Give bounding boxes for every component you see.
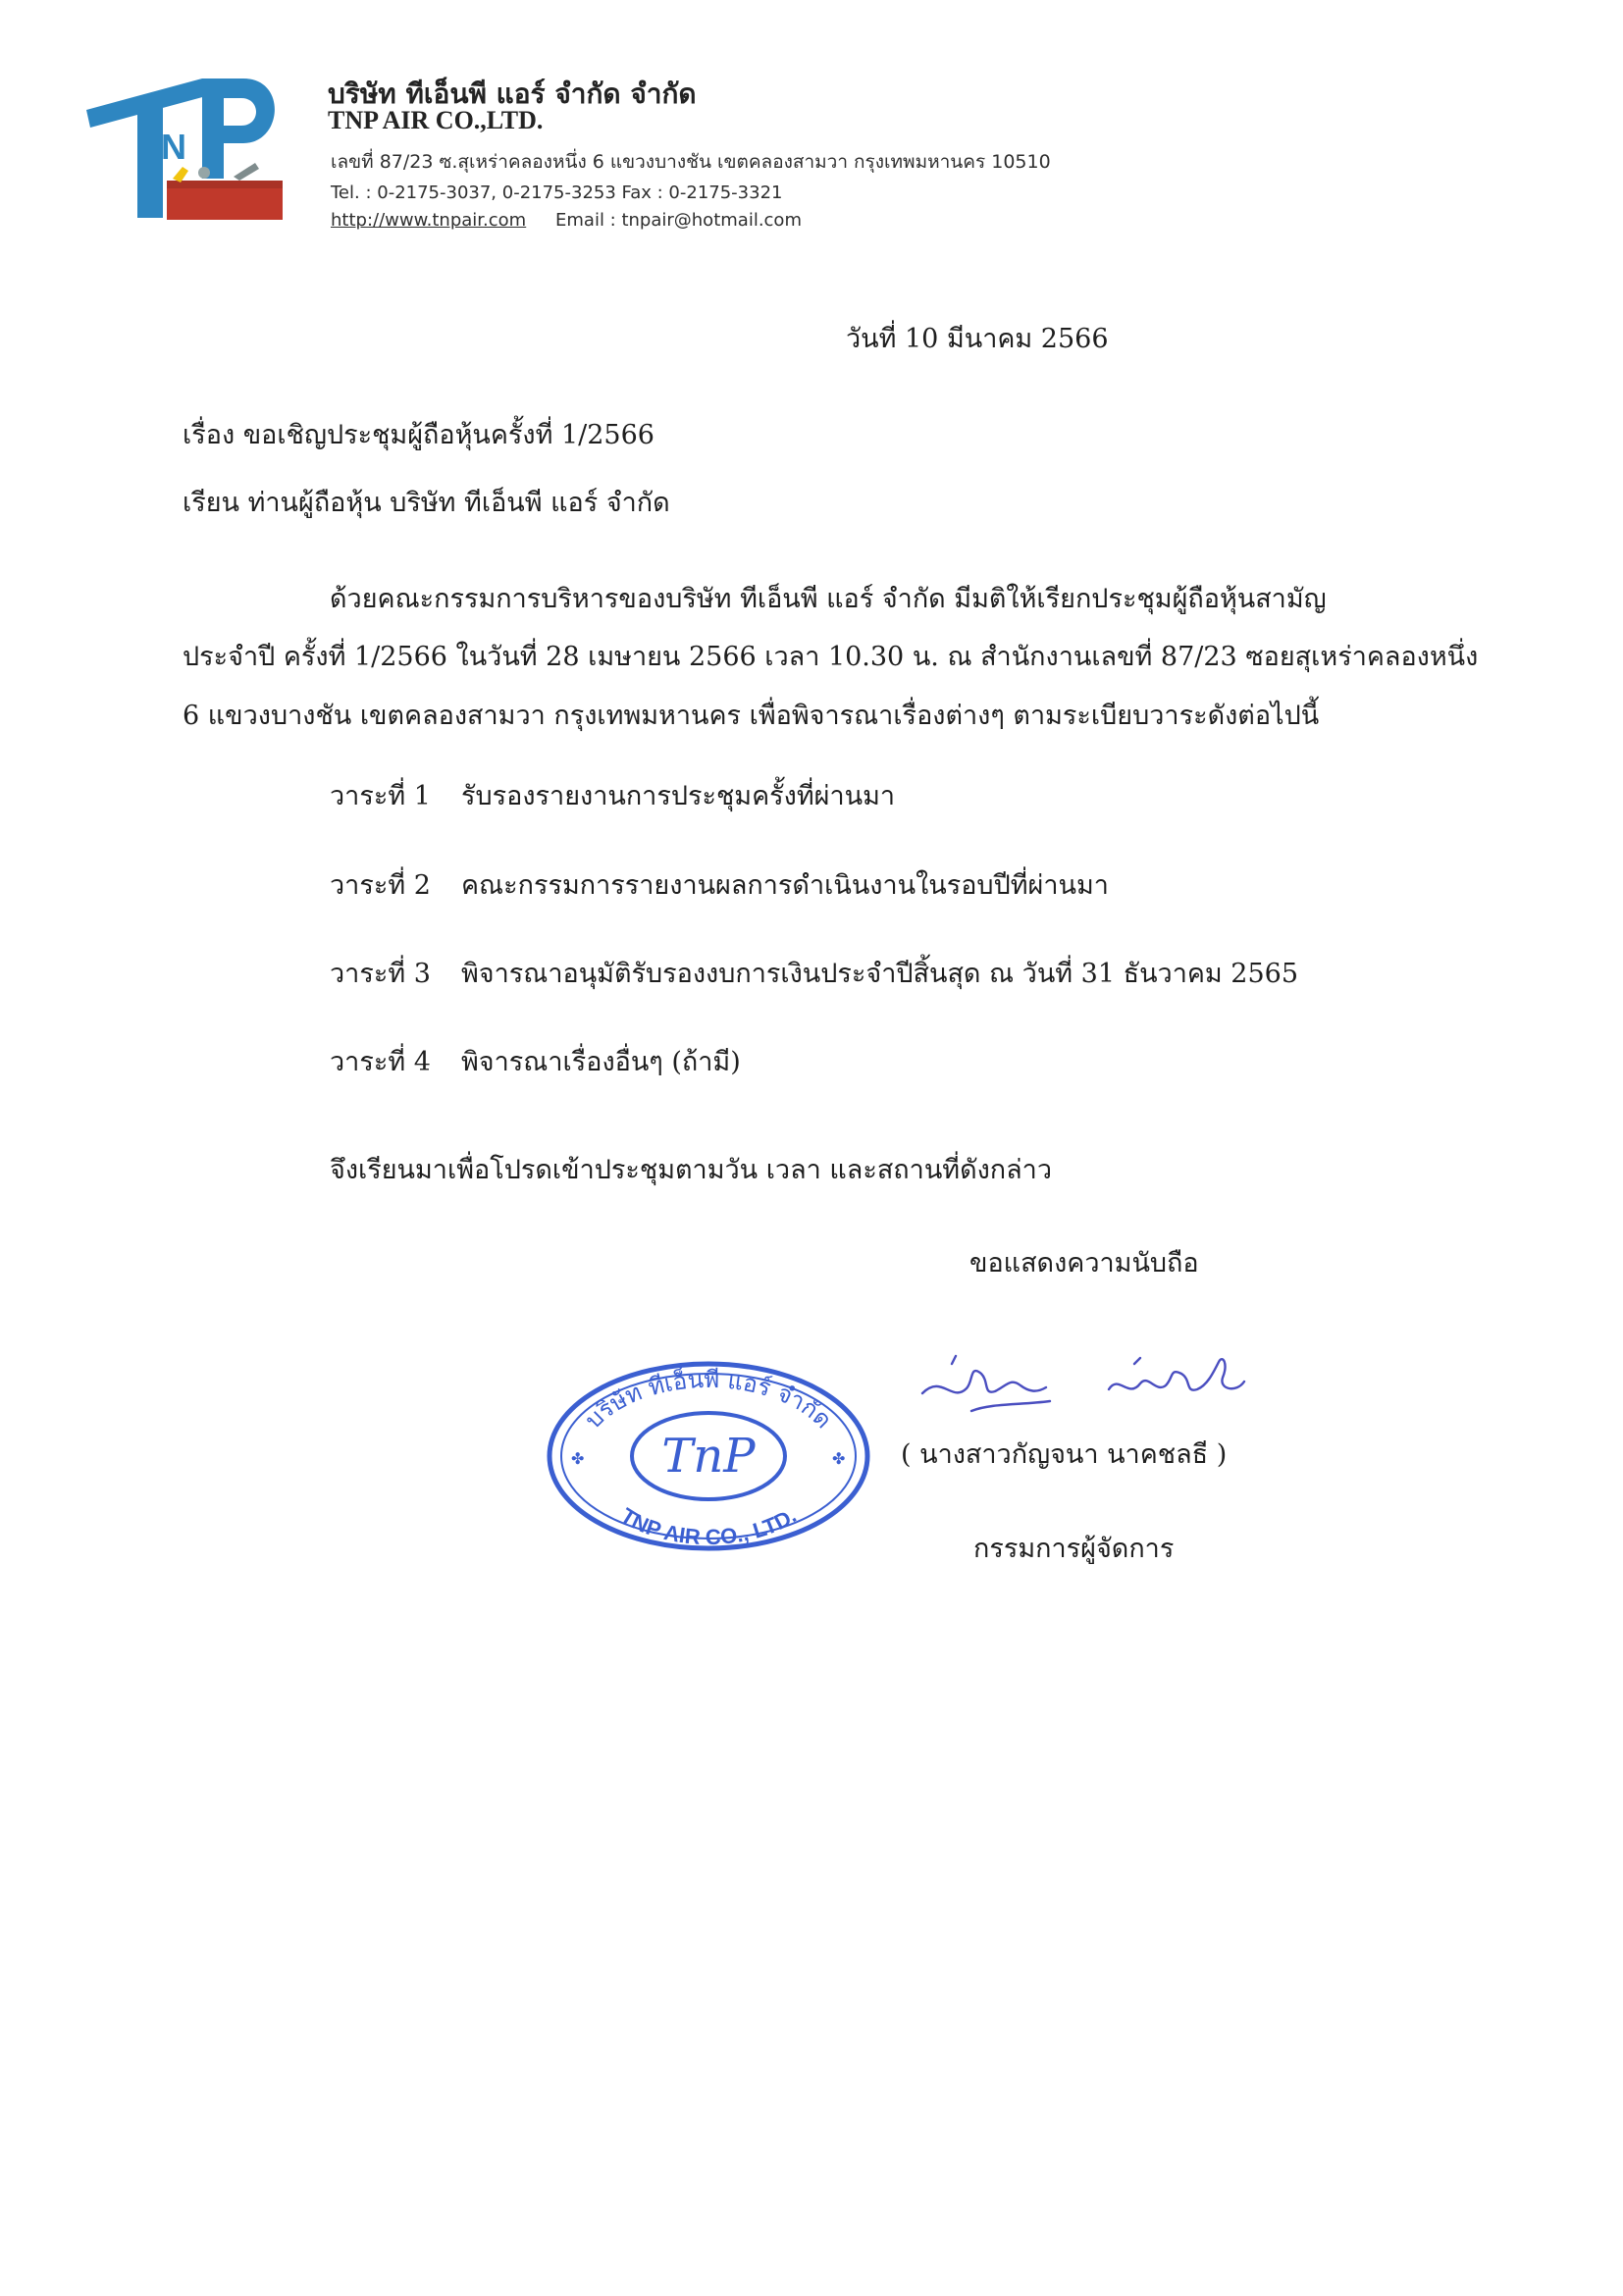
paragraph-line: ประจำปี ครั้งที่ 1/2566 ในวันที่ 28 เมษายน 2566 เวลา 10.30 น. ณ สำนักงานเลขที่ 87/23 ซอยสุเหร่าคลองหนึ่ง <box>183 642 1479 672</box>
letter-closing: จึงเรียนมาเพื่อโปรดเข้าประชุมตามวัน เวลา และสถานที่ดังกล่าว <box>330 1155 1053 1185</box>
company-email: Email : tnpair@hotmail.com <box>555 210 802 231</box>
company-address: เลขที่ 87/23 ซ.สุเหร่าคลองหนึ่ง 6 แขวงบางชัน เขตคลองสามวา กรุงเทพมหานคร 10510 <box>331 151 1051 173</box>
letter-date: วันที่ 10 มีนาคม 2566 <box>846 324 1109 354</box>
company-website-link[interactable]: http://www.tnpair.com <box>331 210 527 231</box>
paragraph-line: 6 แขวงบางชัน เขตคลองสามวา กรุงเทพมหานคร เพื่อพิจารณาเรื่องต่างๆ ตามระเบียบวาระดังต่อไปนี้ <box>183 701 1320 731</box>
svg-text:✤: ✤ <box>571 1449 585 1468</box>
agenda-label: วาระที่ 1 <box>330 781 431 811</box>
agenda-label: วาระที่ 3 <box>330 959 431 989</box>
company-seal-stamp <box>542 1358 875 1554</box>
company-name-english: TNP AIR CO.,LTD. <box>328 106 544 134</box>
signer-position: กรรมการผู้จัดการ <box>973 1534 1175 1564</box>
agenda-text: พิจารณาอนุมัติรับรองงบการเงินประจำปีสิ้นสุด ณ วันที่ 31 ธันวาคม 2565 <box>461 959 1299 989</box>
agenda-text: คณะกรรมการรายงานผลการดำเนินงานในรอบปีที่ผ่านมา <box>461 870 1109 901</box>
svg-text:TnP: TnP <box>661 1429 756 1484</box>
paragraph-line: ด้วยคณะกรรมการบริหารของบริษัท ทีเอ็นพี แอร์ จำกัด มีมติให้เรียกประชุมผู้ถือหุ้นสามัญ <box>330 584 1327 614</box>
letter-recipient: เรียน ท่านผู้ถือหุ้น บริษัท ทีเอ็นพี แอร์ จำกัด <box>183 488 670 518</box>
agenda-text: พิจารณาเรื่องอื่นๆ (ถ้ามี) <box>461 1047 741 1077</box>
svg-text:TNP AIR CO., LTD.: TNP AIR CO., LTD. <box>616 1502 801 1550</box>
letter-regards: ขอแสดงความนับถือ <box>969 1248 1199 1278</box>
company-name-thai: บริษัท ทีเอ็นพี แอร์ จำกัด จำกัด <box>328 78 697 110</box>
agenda-text: รับรองรายงานการประชุมครั้งที่ผ่านมา <box>461 781 896 811</box>
agenda-label: วาระที่ 4 <box>330 1047 431 1077</box>
company-phone-fax: Tel. : 0-2175-3037, 0-2175-3253 Fax : 0-2175-3321 <box>331 183 783 203</box>
svg-text:N: N <box>161 127 186 167</box>
handwritten-signature <box>913 1334 1256 1423</box>
company-logo <box>86 71 292 233</box>
letter-subject: เรื่อง ขอเชิญประชุมผู้ถือหุ้นครั้งที่ 1/2566 <box>183 420 654 450</box>
agenda-label: วาระที่ 2 <box>330 870 431 901</box>
signer-name: ( นางสาวกัญจนา นาคชลธี ) <box>901 1439 1228 1470</box>
svg-text:✤: ✤ <box>832 1449 846 1468</box>
svg-text:บริษัท ทีเอ็นพี แอร์ จำกัด: บริษัท ทีเอ็นพี แอร์ จำกัด <box>579 1365 838 1435</box>
